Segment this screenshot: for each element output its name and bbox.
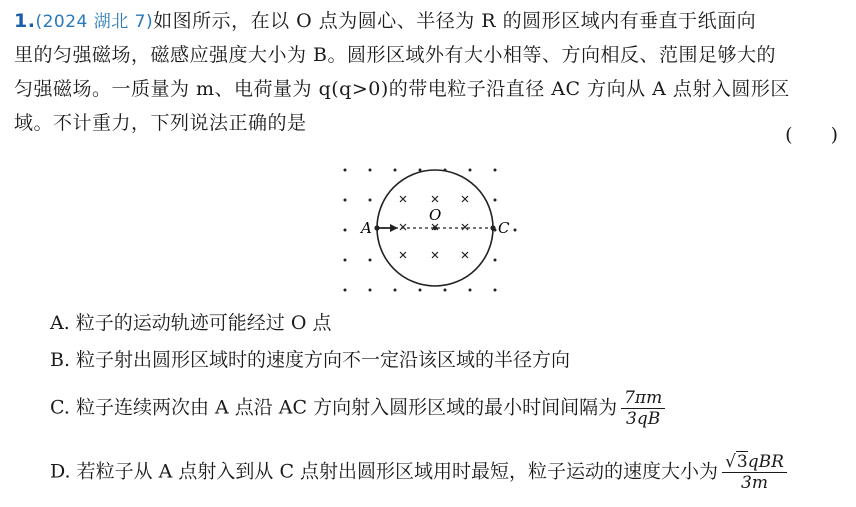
point-a [374,225,379,230]
option-d-numerator: √3qBR [722,452,787,473]
option-d-root: 3 [736,452,748,472]
option-c-denominator: 3qB [626,409,661,429]
question-line-4: 域。不计重力，下列说法正确的是 [14,112,307,134]
label-a: A [361,219,372,237]
option-c-fraction [621,388,665,429]
option-d-num-rest: qBR [747,452,784,472]
question-text-1: 如图所示，在以 O 点为圆心、半径为 R 的圆形区域内有垂直于纸面向 [153,10,757,32]
question-line-1 [14,8,756,35]
option-d [50,452,787,493]
question-line-2: 里的匀强磁场，磁感应强度大小为 B。圆形区域外有大小相等、方向相反、范围足够大的 [14,44,777,66]
option-d-denominator: 3m [741,473,768,493]
label-o: O [429,206,442,224]
question-number: 1. [14,10,36,32]
option-c-numerator: 7πm [621,388,665,409]
option-d-fraction [722,452,787,493]
magnetic-field-figure [330,160,520,300]
option-c [50,388,665,429]
point-o [433,226,437,230]
option-d-text: D. 若粒子从 A 点射入到从 C 点射出圆形区域用时最短，粒子运动的速度大小为 [50,460,719,483]
answer-bracket: ( ) [785,124,838,146]
question-source: (2024 湖北 7) [35,12,154,32]
option-c-text: C. 粒子连续两次由 A 点沿 AC 方向射入圆形区域的最小时间间隔为 [50,396,618,419]
velocity-arrow-head [390,224,398,232]
option-b: B. 粒子射出圆形区域时的速度方向不一定沿该区域的半径方向 [50,349,571,371]
label-c: C [498,219,510,237]
point-c [490,225,495,230]
option-a: A. 粒子的运动轨迹可能经过 O 点 [50,312,332,334]
question-line-3: 匀强磁场。一质量为 m、电荷量为 q(q>0)的带电粒子沿直径 AC 方向从 A 点射入圆形区 [14,78,790,100]
